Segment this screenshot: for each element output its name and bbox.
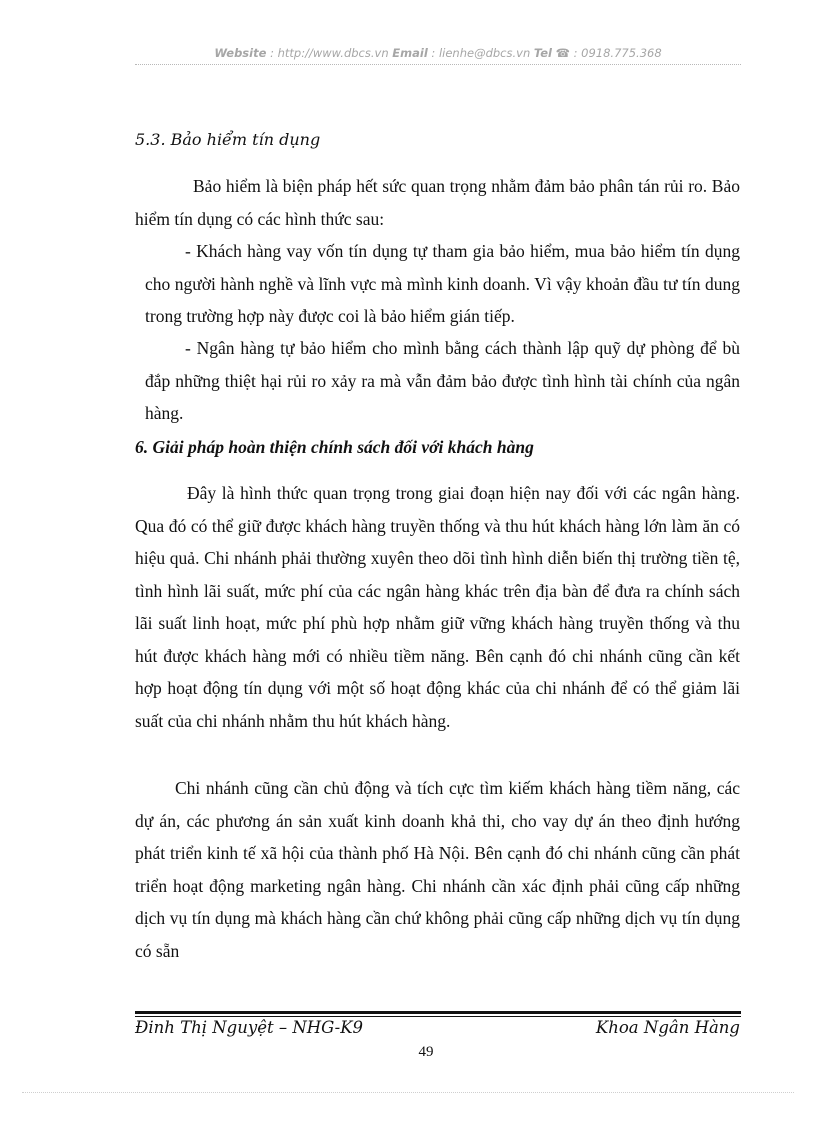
section-6-title: 6. Giải pháp hoàn thiện chính sách đối với khách hàng	[135, 437, 534, 457]
bullet-item-2: - Ngân hàng tự bảo hiểm cho mình bằng cách thành lập quỹ dự phòng để bù đắp những thiệt hại rủi ro xảy ra mà vẫn đảm bảo được tình hình tài chính của ngân hàng.	[145, 338, 740, 423]
footer-divider-thick	[135, 1011, 741, 1014]
page-number: 49	[418, 1044, 434, 1060]
tel-value: ☎ : 0918.775.368	[555, 46, 662, 60]
tel-label: Tel	[533, 46, 552, 60]
section-6-paragraph-2: Chi nhánh cũng cần chủ động và tích cực tìm kiếm khách hàng tiềm năng, các dự án, các phương án sản xuất kinh doanh khả thi, cho vay dự án theo định hướng phát triển kinh tế xã hội của thành phố Hà Nội. Bên cạnh đó chi nhánh cũng cần phát triển hoạt động marketing ngân hàng. Chi nhánh cần xác định phải cũng cấp những dịch vụ tín dụng mà khách hàng cần chứ không phải cũng cấp những dịch vụ tín dụng có sẵn	[135, 778, 740, 961]
email-label: Email	[392, 46, 428, 60]
footer-faculty: Khoa Ngân Hàng	[595, 1018, 740, 1037]
footer-divider-thin	[135, 1016, 741, 1017]
footer-author: Đinh Thị Nguyệt – NHG-K9	[135, 1018, 364, 1037]
page-bottom-divider	[22, 1092, 794, 1093]
email-value: : lienhe@dbcs.vn	[431, 46, 531, 60]
page-header	[135, 46, 741, 60]
website-value: : http://www.dbcs.vn	[270, 46, 389, 60]
section-6-paragraph-1: Đây là hình thức quan trọng trong giai đoạn hiện nay đối với các ngân hàng. Qua đó có thể giữ được khách hàng truyền thống và thu hút khách hàng lớn làm ăn có hiệu quả. Chi nhánh phải thường xuyên theo dõi tình hình diễn biến thị trường tiền tệ, tình hình lãi suất, mức phí của các ngân hàng khác trên địa bàn để đưa ra chính sách lãi suất linh hoạt, mức phí phù hợp nhằm giữ vững khách hàng truyền thống và thu hút được khách hàng mới có nhiều tiềm năng. Bên cạnh đó chi nhánh cũng cần kết hợp hoạt động tín dụng với một số hoạt động khác của chi nhánh để có thể giảm lãi suất của chi nhánh nhằm thu hút khách hàng.	[135, 483, 740, 731]
section-5-3-paragraph: Bảo hiểm là biện pháp hết sức quan trọng nhằm đảm bảo phân tán rủi ro. Bảo hiểm tín dụng có các hình thức sau:	[135, 176, 740, 229]
header-divider	[135, 64, 741, 65]
website-label: Website	[214, 46, 267, 60]
bullet-item-1: - Khách hàng vay vốn tín dụng tự tham gia bảo hiểm, mua bảo hiểm tín dụng cho người hành nghề và lĩnh vực mà mình kinh doanh. Vì vậy khoản đầu tư tín dung trong trường hợp này được coi là bảo hiểm gián tiếp.	[145, 241, 740, 326]
section-5-3-title: 5.3. Bảo hiểm tín dụng	[135, 130, 321, 149]
